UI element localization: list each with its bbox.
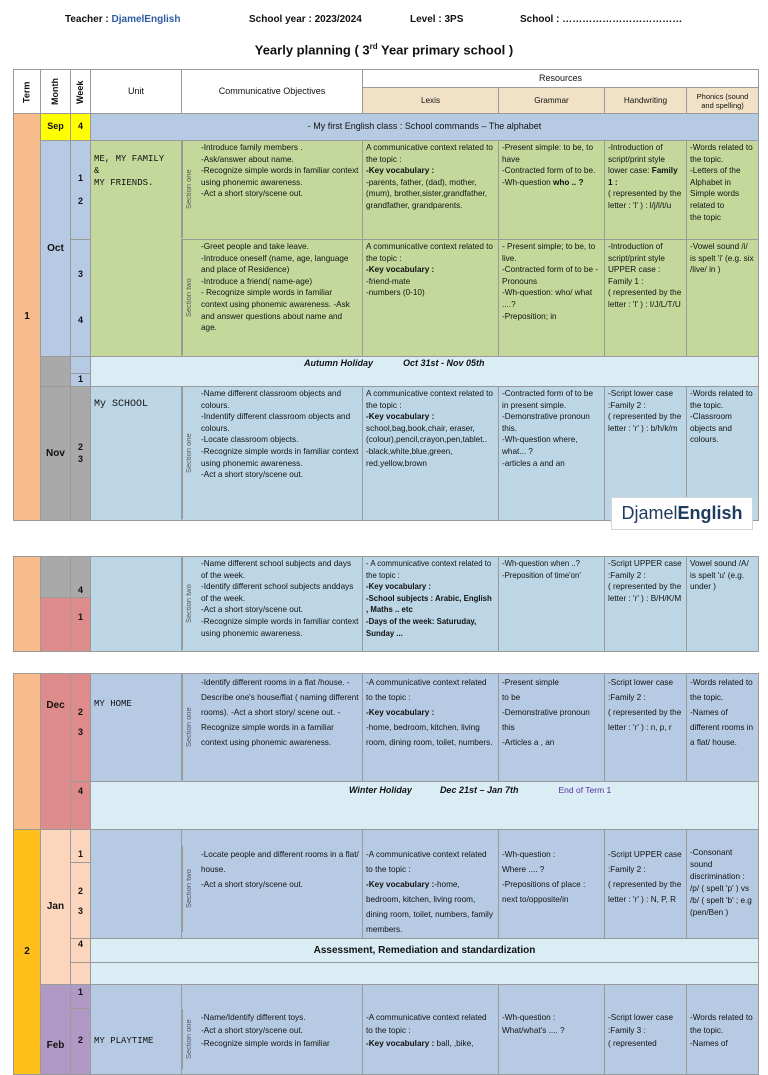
grammar-school-s1: -Contracted form of to be in present simple. -Demonstrative pronoun this. -Wh-question where, what... ? -articles a and an <box>499 387 605 521</box>
school: School : ……………………………… <box>520 14 683 25</box>
handwriting-school-s2: -Script UPPER case :Family 2 : ( represented by the letter : 'r' ) : B/H/K/M <box>605 557 687 652</box>
teacher-name: DjamelEnglish <box>111 14 181 25</box>
objectives-home-s1: Section one -Identify different rooms in a flat /house. -Describe one's house/flat ( naming different rooms). -Act a short story/ scene out. -Recognize simple words in a familiar context using phonemic awareness. <box>182 674 363 782</box>
col-objectives: Communicative Objectives <box>182 70 363 114</box>
week-sep: 4 <box>71 114 91 141</box>
phonics-family-s1: -Words related to the topic. -Letters of the Alphabet in Simple words related to the topic <box>687 141 759 240</box>
unit-playtime: MY PLAYTIME <box>91 985 182 1075</box>
col-phonics: Phonics (sound and spelling) <box>687 88 759 114</box>
grammar-playtime-s1: -Wh-question : What/what's .... ? <box>499 985 605 1075</box>
month-jan: Jan <box>41 830 71 985</box>
school-year: School year : 2023/2024 <box>249 14 362 25</box>
objectives-playtime-s1: Section one -Name/Identify different toys. -Act a short story/scene out. -Recognize simple words in familiar <box>182 985 363 1075</box>
winter-holiday: Winter Holiday Dec 21st – Jan 7th End of Term 1 <box>91 782 759 830</box>
page-title: Yearly planning ( 3rd Year primary school ) <box>254 42 514 58</box>
teacher-label: Teacher : DjamelEnglish <box>65 14 181 25</box>
objectives-family-s2: Section two -Greet people and take leave. -Introduce oneself (name, age, language and place of Residence) -Introduce a friend( name-age) - Recognize simple words in familiar context using phonemic awareness. -Ask and answer questions about name and age. <box>182 240 363 357</box>
section-one-label: Section one <box>182 141 198 238</box>
phonics-school-s1: -Words related to the topic. -Classroom objects and colours. <box>687 387 759 521</box>
unit-school-cont <box>91 557 182 652</box>
month-sep: Sep <box>41 114 71 141</box>
week-dec-1: 1 <box>71 598 91 652</box>
term-1-end <box>14 674 41 830</box>
phonics-family-s2: -Vowel sound /i/ is spelt 'i' (e.g. six /live/ in ) <box>687 240 759 357</box>
weeks-feb: 1 2 <box>71 985 91 1075</box>
col-unit: Unit <box>91 70 182 114</box>
section-two-label: Section two <box>182 846 198 932</box>
grammar-school-s2: -Wh-question when ..? -Preposition of time'on' <box>499 557 605 652</box>
jan-spacer <box>71 963 91 985</box>
col-resources: Resources <box>363 70 759 88</box>
handwriting-family-s2: -Introduction of script/print style UPPER case : Family 1 : ( represented by the letter : 'l' ) : I/J/L/T/U <box>605 240 687 357</box>
col-month: Month <box>41 70 71 114</box>
section-two-label: Section two <box>182 557 198 650</box>
month-dec: Dec <box>41 674 71 830</box>
section-one-label: Section one <box>182 387 198 519</box>
weeks-dec: 2 3 <box>71 674 91 782</box>
handwriting-family-s1: -Introduction of script/print style lower case: Family 1 : ( represented by the letter : 'l' ) : l/j/l/t/u <box>605 141 687 240</box>
weeks-nov: 2 3 <box>71 387 91 521</box>
col-grammar: Grammar <box>499 88 605 114</box>
month-oct: Oct <box>41 141 71 357</box>
phonics-home-s2: -Consonant sound discrimination : /p/ ( spelt 'p' ) vs /b/ ( spelt 'b' ; e.g (pen/Ben ) <box>687 830 759 939</box>
col-term: Term <box>14 70 41 114</box>
planning-table-3 <box>13 673 759 1075</box>
assessment-row: Assessment, Remediation and standardization <box>91 939 759 963</box>
objectives-family-s1: Section one -Introduce family members . -Ask/answer about name. -Recognize simple words in familiar context using phonemic awareness. -Act a short story/scene out. <box>182 141 363 240</box>
week-nov-4: 4 <box>71 557 91 598</box>
handwriting-home-s1: -Script lower case :Family 2 : ( represented by the letter : 'r' ) : n, p, r <box>605 674 687 782</box>
month-nov-cont <box>41 557 71 598</box>
month-nov: Nov <box>41 387 71 521</box>
phonics-home-s1: -Words related to the topic. -Names of different rooms in a flat/ house. <box>687 674 759 782</box>
sep-first-class: - My first English class : School commands – The alphabet <box>91 114 759 141</box>
lexis-school-s1: A communicative context related to the topic : -Key vocabulary : school,bag,book,chair, eraser,(colour),pencil,crayon,pen,tablet.. -black,white,blue,green, red,yellow,brown <box>363 387 499 521</box>
grammar-home-s2: -Wh-question : Where .... ? -Prepositions of place : next to/opposite/in <box>499 830 605 939</box>
lexis-family-s2: A communicative context related to the topic : -Key vocabulary : -friend-mate -numbers (0-10) <box>363 240 499 357</box>
end-of-term: End of Term 1 <box>558 785 612 795</box>
handwriting-school-s1: -Script lower case :Family 2 : ( represented by the letter : 'r' ) : b/h/k/m <box>605 387 687 521</box>
month-oct-end <box>41 357 71 387</box>
weeks-jan: 1 2 3 <box>71 830 91 939</box>
section-one-label: Section one <box>182 674 198 780</box>
col-week: Week <box>71 70 91 114</box>
week-jan-4: 4 <box>71 939 91 963</box>
grammar-family-s2: - Present simple; to be, to live. -Contracted form of to be -Pronouns -Wh-question: who/ what ....? -Preposition; in <box>499 240 605 357</box>
objectives-school-s2: Section two -Name different school subjects and days of the week. -Identify different school subjects anddays of the week. -Act a short story/scene out. -Recognize simple words in familiar context using phonemic awareness. <box>182 557 363 652</box>
unit-home: MY HOME <box>91 674 182 782</box>
lexis-home-s1: -A communicative context related to the topic : -Key vocabulary : -home, bedroom, kitchen, living room, dining room, toilet, numbers. <box>363 674 499 782</box>
objectives-school-s1: Section one -Name different classroom objects and colours. -Indentify different classroom objects and colours. -Locate classroom objects. -Recognize simple words in familiar context using phonemic awareness. -Act a short story/scene out. <box>182 387 363 521</box>
phonics-playtime-s1: -Words related to the topic. -Names of <box>687 985 759 1075</box>
lexis-playtime-s1: -A communicative context related to the topic : -Key vocabulary : ball, ,bike, <box>363 985 499 1075</box>
unit-school: My SCHOOL <box>91 387 182 521</box>
month-dec-start <box>41 598 71 652</box>
weeks-oct-b: 3 4 <box>71 240 91 357</box>
objectives-home-s2: Section two -Locate people and different rooms in a flat/ house. -Act a short story/scene out. <box>182 830 363 939</box>
col-handwriting: Handwriting <box>605 88 687 114</box>
level: Level : 3PS <box>410 14 464 25</box>
djamel-english-logo: Djamel English <box>611 497 753 530</box>
handwriting-home-s2: -Script UPPER case :Family 2 : ( represented by the letter : 'r' ) : N, P, R <box>605 830 687 939</box>
week-autumn: 1 <box>71 357 91 387</box>
unit-family: ME, MY FAMILY & MY FRIENDS. <box>91 141 182 357</box>
assessment-row-cont <box>91 963 759 985</box>
autumn-holiday: Autumn Holiday Oct 31st - Nov 05th <box>91 357 759 387</box>
grammar-home-s1: -Present simple to be -Demonstrative pronoun this -Articles a , an <box>499 674 605 782</box>
grammar-family-s1: -Present simple: to be, to have -Contracted form of to be. -Wh-question who .. ? <box>499 141 605 240</box>
lexis-family-s1: A communicative context related to the topic : -Key vocabulary : -parents, father, (dad), mother, (mum), brother,sister,grandfather, grandfather, grandparents. <box>363 141 499 240</box>
planning-table-2 <box>13 556 759 652</box>
col-lexis: Lexis <box>363 88 499 114</box>
handwriting-playtime-s1: -Script lower case :Family 3 : ( represented <box>605 985 687 1075</box>
weeks-oct-a: 1 2 <box>71 141 91 240</box>
month-feb: Feb <box>41 985 71 1075</box>
term-1: 1 <box>14 114 41 521</box>
section-one-label: Section one <box>182 1009 198 1069</box>
week-dec-4: 4 <box>71 782 91 830</box>
lexis-school-s2: - A communicative context related to the topic : -Key vocabulary : -School subjects : Arabic, English , Maths .. etc -Days of the week: Saturuday, Sunday ... <box>363 557 499 652</box>
term-1-cont <box>14 557 41 652</box>
lexis-home-s2: -A communicative context related to the topic : -Key vocabulary :-home, bedroom, kitchen, living room, dining room, toilet, numbers, family members. <box>363 830 499 939</box>
term-2: 2 <box>14 830 41 1075</box>
section-two-label: Section two <box>182 240 198 355</box>
planning-table-1 <box>13 69 759 521</box>
phonics-school-s2: Vowel sound /A/ is spelt 'u' (e.g. under ) <box>687 557 759 652</box>
unit-home-cont <box>91 830 182 939</box>
